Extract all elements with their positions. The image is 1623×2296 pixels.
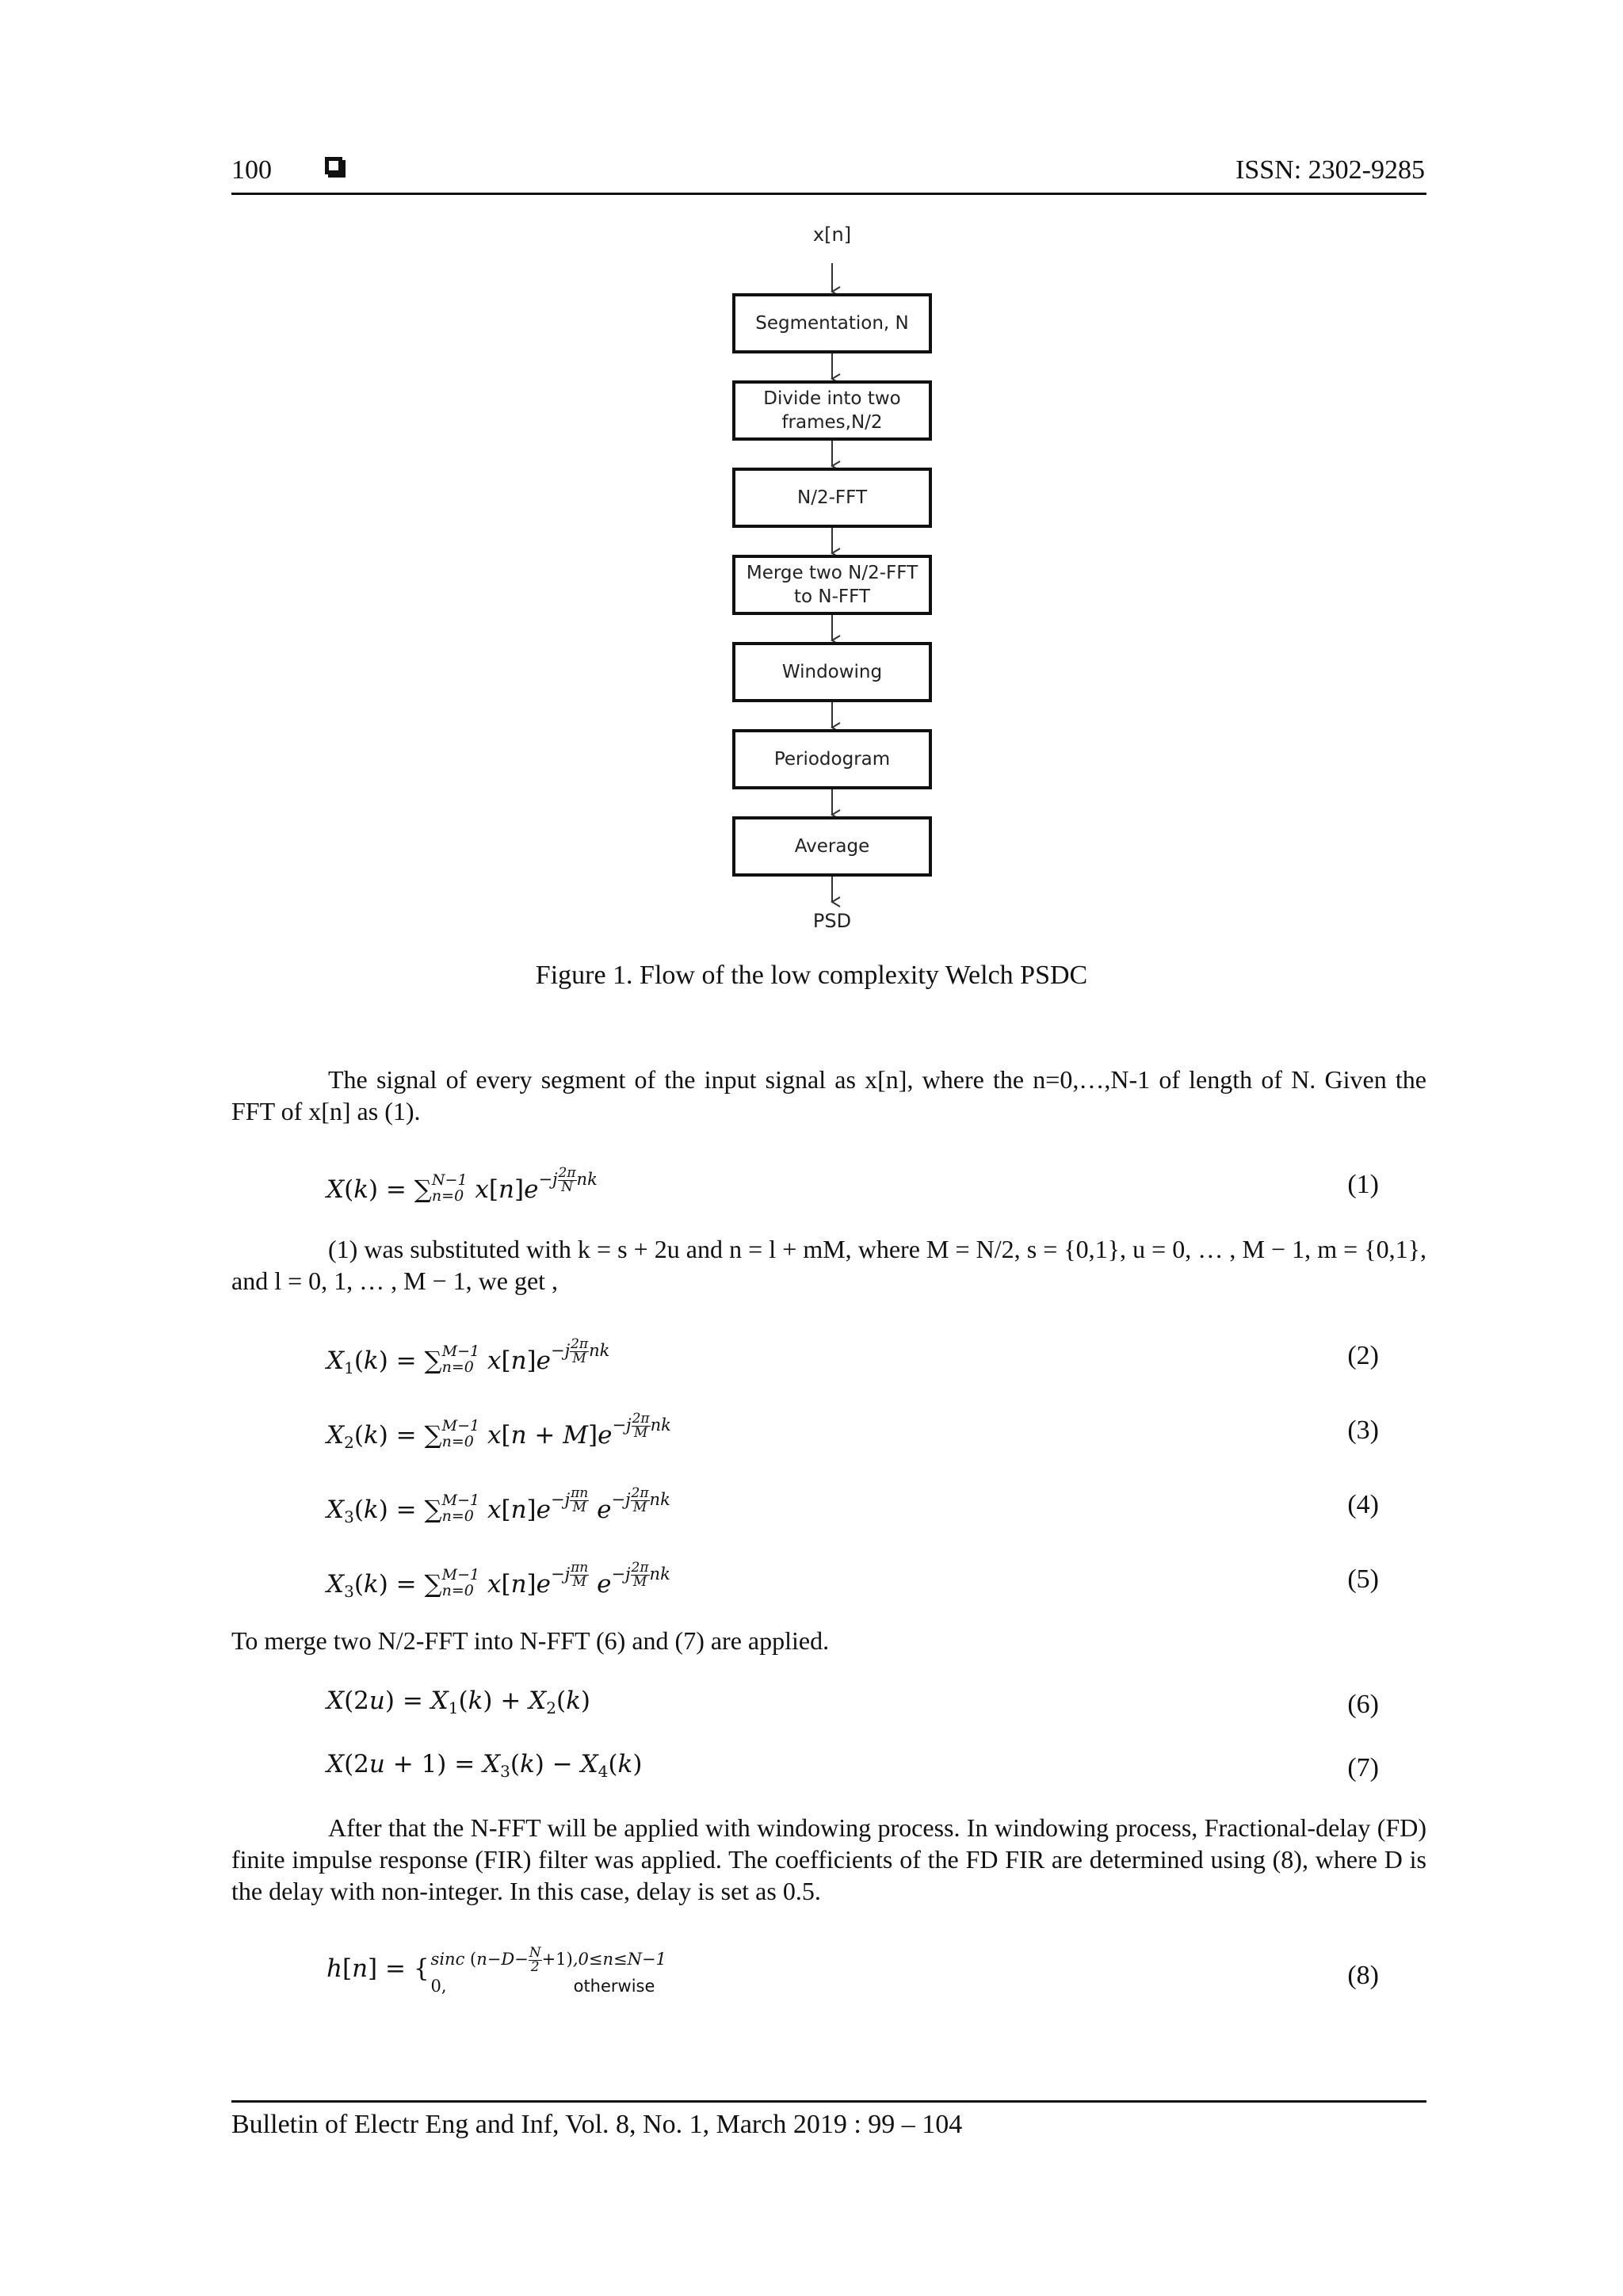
footer-rule [231,2100,1426,2103]
equation-2-number: (2) [1347,1341,1379,1370]
equation-3: $X_2(k) = \sum M-1$ n=0 $x[n + M]e^{-j \frac{2\pi}{M} nk}$ [327,1411,671,1452]
step-half-fft: N/2-FFT [732,468,932,528]
equation-7: $X(2u + 1) = X_3(k) - X_4(k)$ [327,1750,643,1781]
step-periodogram: Periodogram [732,729,932,789]
input-label: x[n] [812,223,852,246]
equation-1-number: (1) [1347,1170,1379,1199]
page-number: 100 [231,155,272,185]
step-divide-frames: Divide into two frames,N/2 [732,380,932,441]
issn: ISSN: 2302-9285 [1235,155,1425,185]
step-segmentation: Segmentation, N [732,293,932,353]
equation-7-number: (7) [1347,1753,1379,1782]
equation-4-number: (4) [1347,1490,1379,1519]
flow-diagram [713,214,951,951]
equation-6-number: (6) [1347,1690,1379,1719]
paragraph-4: After that the N-FFT will be applied with windowing process. In windowing process, Fractional-delay (FD) finite impulse response (FIR) filter was applied. The coefficients of the FD FIR are determined using (8), where D is the delay with non-integer. In this case, delay is set as 0.5. [231,1813,1426,1905]
equation-4: $X_3(k) = \sum M-1$ n=0 $x[n]e^{-j \frac{\pi n}{M}}$ $e^{-j \frac{2\pi}{M} nk}$ [327,1485,670,1526]
equation-3-number: (3) [1347,1415,1379,1445]
equation-5-number: (5) [1347,1564,1379,1594]
paragraph-3: To merge two N/2-FFT into N-FFT (6) and (7) are applied. [231,1626,830,1655]
paragraph-2: (1) was substituted with k = s + 2u and n = l + mM, where M = N/2, s = {0,1}, u = 0, … , M − 1, m = {0,1}, and l = 0, 1, … , M − 1, we get , [231,1235,1426,1295]
step-merge-fft: Merge two N/2-FFT to N-FFT [732,555,932,615]
equation-6: $X(2u) = X_1(k) + X_2(k)$ [327,1687,591,1717]
step-windowing: Windowing [732,642,932,702]
step-average: Average [732,816,932,877]
header-rule [231,193,1426,195]
equation-5: $X_3(k) = \sum M-1$ n=0 $x[n]e^{-j \frac{\pi n}{M}}$ $e^{-j \frac{2\pi}{M} nk}$ [327,1560,670,1601]
equation-8-number: (8) [1347,1961,1379,1990]
equation-8: h[n] = { sinc (n−D− $\frac{N}{2}$ +1),0≤n≤N−1 0, otherwise [327,1945,666,1996]
figure-caption: Figure 1. Flow of the low complexity Welch PSDC [535,961,1088,990]
output-label: PSD [812,910,852,932]
equation-2: $X_1(k) = \sum M-1$ n=0 $x[n]e^{-j \frac{2\pi}{M} nk}$ [327,1336,610,1377]
paragraph-1: The signal of every segment of the input signal as x[n], where the n=0,…,N-1 of length of N. Given the FFT of x[n] as (1). [231,1065,1426,1125]
footer-citation: Bulletin of Electr Eng and Inf, Vol. 8, No. 1, March 2019 : 99 – 104 [231,2110,963,2139]
equation-1: X(k) = ∑N−1 n=0 $x[n]e^{-j \frac{2\pi}{N} nk}$ [327,1165,598,1205]
header-box-icon [325,157,342,174]
